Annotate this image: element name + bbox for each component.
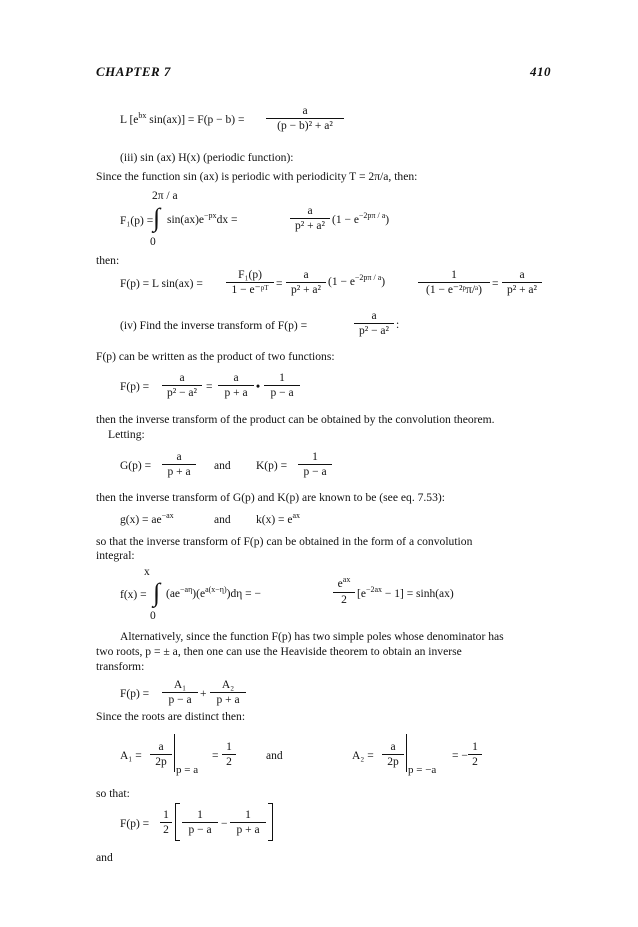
eq6-and: and (214, 460, 231, 472)
eq10-a2-eq: = − (452, 750, 468, 762)
eq2-den: p² + a² (295, 220, 325, 232)
eq11-d1: p − a (188, 824, 212, 836)
para-since-periodic: Since the function sin (ax) is periodic with periodicity T = 2π/a, then: (96, 170, 418, 183)
eq2-tail-text: (1 − e (332, 214, 359, 226)
eq5-eq: = (206, 381, 213, 393)
eq8-tail (357, 585, 454, 600)
eq2-exp: −px (204, 211, 217, 220)
eq8-num-text: e (337, 578, 343, 590)
eq6-k-num: 1 (298, 450, 332, 465)
eq2-lower-limit: 0 (150, 236, 156, 248)
eq5-frac2 (218, 371, 254, 400)
eq3-r-num: a (502, 268, 542, 283)
eq3-lhs: F(p) = L sin(ax) = (120, 278, 203, 290)
eq10-a2-rn: 1 (468, 740, 482, 755)
eq7-k-exp: ax (292, 511, 301, 520)
eq8-exp2: a(x−η) (205, 585, 227, 594)
eq9-frac2 (210, 678, 246, 707)
eq3-one-fraction (418, 268, 490, 297)
eq10-a1-eval-bar (174, 734, 175, 772)
integral-sign-2: ∫ (153, 578, 161, 607)
eq5-den1: p² − a² (167, 387, 197, 399)
eq3-f1-fraction (226, 268, 274, 297)
para-product: F(p) can be written as the product of two functions: (96, 350, 335, 363)
eq4-colon: : (396, 319, 400, 331)
eq3-r-den: p² + a² (507, 284, 537, 296)
eq10-a2-num: a (382, 740, 404, 755)
eq3-close: ) (381, 276, 386, 288)
eq7-g-text: g(x) = ae (120, 514, 162, 526)
eq2-close: ) (385, 214, 390, 226)
eq6-g-fraction (162, 450, 196, 479)
eq5-frac3 (264, 371, 300, 400)
eq8-fraction (333, 577, 355, 607)
eq2-upper-limit: 2π / a (152, 190, 178, 202)
eq6-g-num: a (162, 450, 196, 465)
eq5-num1: a (162, 371, 202, 386)
eq8-tail-exp: −2ax (365, 585, 382, 594)
eq3-eq2: = (492, 278, 499, 290)
eq5-lhs: F(p) = (120, 381, 150, 393)
eq4-den: p² − a² (359, 325, 389, 337)
eq8-body1: (ae (166, 588, 181, 600)
eq5-frac1 (162, 371, 202, 400)
eq10-a2-fraction (382, 740, 404, 769)
eq3-tail (328, 273, 386, 288)
eq8-num (333, 577, 355, 593)
eq5-den3: p − a (270, 387, 294, 399)
eq10-a2-eval: p = −a (408, 764, 437, 776)
eq9-plus: + (200, 688, 207, 700)
eq10-a1-eval: p = a (176, 764, 199, 776)
integral-sign: ∫ (153, 203, 161, 232)
eq6-k-den: p − a (303, 466, 327, 478)
eq3-f1-num: F₁(p) (226, 268, 274, 283)
eq8-body2: )(e (192, 588, 206, 600)
eq6-g-lhs: G(p) = (120, 460, 152, 472)
eq11-n1: 1 (182, 808, 218, 823)
para-and: and (96, 851, 113, 864)
eq2-tail-exp: −2pπ / a (358, 211, 386, 220)
eq1-den: (p − b)² + a² (277, 120, 333, 132)
para-then1: then: (96, 254, 120, 267)
eq5-num2: a (218, 371, 254, 386)
eq11-n2: 1 (230, 808, 266, 823)
eq5-dot: • (256, 381, 261, 393)
eq8-body (166, 585, 261, 600)
eq5-den2: p + a (224, 387, 248, 399)
eq6-k-lhs: K(p) = (256, 460, 288, 472)
eq2-integrand-text: sin(ax)e (167, 214, 205, 226)
eq3-a-fraction (286, 268, 326, 297)
eq3-a-den: p² + a² (291, 284, 321, 296)
chapter-heading: CHAPTER 7 (96, 64, 171, 79)
eq3-r-fraction (502, 268, 542, 297)
eq10-a1-den: 2p (155, 756, 167, 768)
right-bracket (268, 803, 273, 841)
para-alt-line3: transform: (96, 660, 145, 673)
left-bracket (175, 803, 180, 841)
eq3-f1-den: 1 − e⁻ᵖᵀ (231, 284, 269, 296)
eq3-eq: = (276, 278, 283, 290)
eq2-lhs: F₁(p) = (120, 215, 154, 227)
para-alt-line2: two roots, p = ± a, then one can use the Heaviside theorem to obtain an inverse (96, 645, 462, 658)
para-iv: (iv) Find the inverse transform of F(p) = (120, 319, 308, 332)
eq8-den: 2 (341, 594, 347, 606)
eq8-lower-limit: 0 (150, 610, 156, 622)
eq2-tail (332, 211, 390, 226)
para-roots: Since the roots are distinct then: (96, 710, 246, 723)
eq10-and: and (266, 750, 283, 762)
eq2-fraction (290, 204, 330, 233)
eq6-k-fraction (298, 450, 332, 479)
eq7-g-exp: −ax (161, 511, 174, 520)
eq9-lhs: F(p) = (120, 688, 150, 700)
eq11-h-den: 2 (163, 824, 169, 836)
eq10-a1-rd: 2 (226, 756, 232, 768)
eq10-a2: A₂ = (352, 750, 374, 762)
eq8-body3: )dη = − (226, 588, 261, 600)
eq9-d1: p − a (168, 694, 192, 706)
eq4-fraction (354, 309, 394, 338)
eq8-num-exp: ax (342, 575, 351, 584)
eq8-tail-text: [e (357, 588, 366, 600)
eq1-fraction (266, 104, 344, 133)
eq8-upper-limit: x (144, 566, 150, 578)
eq1-mid: sin(ax)] = F(p − b) = (146, 114, 245, 126)
eq3-tail-exp: −2pπ / a (354, 273, 382, 282)
eq9-frac1 (162, 678, 198, 707)
eq2-integrand (167, 211, 238, 226)
eq10-a1-fraction (150, 740, 172, 769)
eq2-num: a (290, 204, 330, 219)
eq10-a1-result (222, 740, 236, 769)
eq8-lhs: f(x) = (120, 589, 147, 601)
para-alt-line1: Alternatively, since the function F(p) has two simple poles whose denominator has (120, 630, 504, 643)
eq3-tail-text: (1 − e (328, 276, 355, 288)
eq11-lhs: F(p) = (120, 818, 150, 830)
eq7-and: and (214, 514, 231, 526)
eq1-lhs (120, 111, 245, 126)
eq11-frac2 (230, 808, 266, 837)
eq10-a2-eval-bar (406, 734, 407, 772)
eq3-one-den: (1 − e⁻²ᵖπ/ᵃ) (426, 284, 482, 296)
eq10-a1-rn: 1 (222, 740, 236, 755)
eq10-a1: A₁ = (120, 750, 142, 762)
eq9-d2: p + a (216, 694, 240, 706)
page-number: 410 (530, 64, 551, 79)
para-so-that-2: so that: (96, 787, 130, 800)
para-so-that: so that the inverse transform of F(p) can be obtained in the form of a convolution (96, 535, 473, 548)
eq11-h-num: 1 (160, 808, 172, 823)
eq10-a1-eq: = (212, 750, 219, 762)
eq8-tail2: − 1] = sinh(ax) (382, 588, 454, 600)
eq7-k-text: k(x) = e (256, 514, 293, 526)
eq10-a2-rd: 2 (472, 756, 478, 768)
eq3-a-num: a (286, 268, 326, 283)
eq7-g (120, 511, 174, 526)
eq2-dx: dx = (216, 214, 238, 226)
para-then-known: then the inverse transform of G(p) and K(p) are known to be (see eq. 7.53): (96, 491, 445, 504)
eq5-num3: 1 (264, 371, 300, 386)
eq3-one-num: 1 (418, 268, 490, 283)
eq1-lhs-text: L [e (120, 114, 139, 126)
eq8-exp1: −aη (180, 585, 193, 594)
eq11-frac1 (182, 808, 218, 837)
eq10-a1-num: a (150, 740, 172, 755)
eq9-n1: A₁ (162, 678, 198, 693)
eq1-exp: bx (138, 111, 147, 120)
eq10-a2-den: 2p (387, 756, 399, 768)
para-iii: (iii) sin (ax) H(x) (periodic function): (120, 151, 294, 164)
eq10-a2-result (468, 740, 482, 769)
para-letting: Letting: (108, 428, 145, 441)
eq1-num: a (266, 104, 344, 119)
eq6-g-den: p + a (167, 466, 191, 478)
eq11-half (160, 808, 172, 837)
eq7-k (256, 511, 301, 526)
para-then-conv: then the inverse transform of the product can be obtained by the convolution theorem. (96, 413, 495, 426)
eq11-d2: p + a (236, 824, 260, 836)
eq4-num: a (354, 309, 394, 324)
eq9-n2: A₂ (210, 678, 246, 693)
eq11-minus: − (221, 818, 228, 830)
para-integral: integral: (96, 549, 135, 562)
